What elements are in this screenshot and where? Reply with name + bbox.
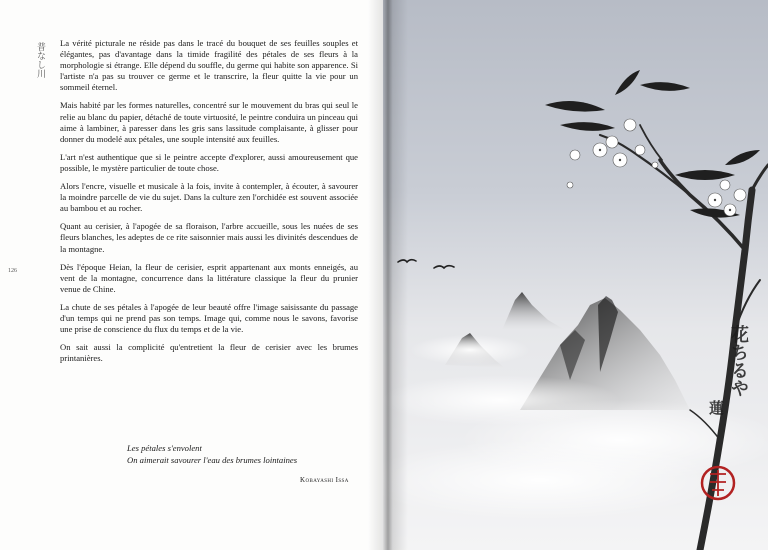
vertical-title: 普なし川 <box>35 42 45 78</box>
calligraphy-signature: 蓮 <box>707 400 725 415</box>
page-number: 126 <box>8 268 17 274</box>
poem-line: On aimerait savourer l'eau des brumes lointaines <box>127 454 298 465</box>
calligraphy-vertical: 花ちるや <box>728 325 749 397</box>
book-gutter-shadow <box>368 0 408 550</box>
poem-author: Kobayashi Issa <box>300 476 349 484</box>
paragraph: Quant au cerisier, à l'apogée de sa floraison, l'arbre accueille, sous les nuées de ses fleurs blanches, les adeptes de ce rite saisonnier mais aussi les divinités descendues de la montagne. <box>60 221 358 254</box>
paragraph: On sait aussi la complicité qu'entretient la fleur de cerisier avec les brumes printanières. <box>60 342 358 364</box>
cherry-blossoms <box>567 119 746 216</box>
paragraph: Mais habité par les formes naturelles, concentré sur le mouvement du bras qui seul le relie au blanc du papier, détaché de toute virtuosité, le peintre conduira un pinceau qui aime à lambiner, à paresser dans les gris sans lassitude complaisante, à glisser pour donner du modelé aux pétales, une souple intensité aux feuilles. <box>60 100 358 144</box>
paragraph: Alors l'encre, visuelle et musicale à la fois, invite à contempler, à écouter, à savourer la moindre parcelle de vie du sujet. Dans la culture zen l'orchidée est souvent associée au bambou et au rocher. <box>60 181 358 214</box>
paragraph: Dès l'époque Heian, la fleur de cerisier, esprit appartenant aux monts enneigés, au vent de la montagne, concurrence dans la littérature classique la fleur du prunier venue de Chine. <box>60 261 358 294</box>
paragraph: La vérité picturale ne réside pas dans le tracé du bouquet de ses feuilles souples et élégantes, pas d'avantage dans la timide fragilité des pétales de ses fleurs à la morphologie si étrange. Elle dépend du souffle, du germe qui habite son apparence. Si l'artiste n'a pas su trouver ce germe et le transcrire, la fleur quitte la vie pour un sommeil éternel. <box>60 38 358 93</box>
paragraph: La chute de ses pétales à l'apogée de leur beauté offre l'image saisissante du passage d'un temps qui ne prend pas son temps. Image qui, comme nous le savons, favorise une prise de conscience du flux du temps et de la vie. <box>60 301 358 335</box>
leaves <box>545 70 760 218</box>
poem-line: Les pétales s'envolent <box>127 443 202 453</box>
paragraph: L'art n'est authentique que si le peintre accepte d'explorer, aussi amoureusement que possible, le mystère particulier de toute chose. <box>60 151 358 173</box>
